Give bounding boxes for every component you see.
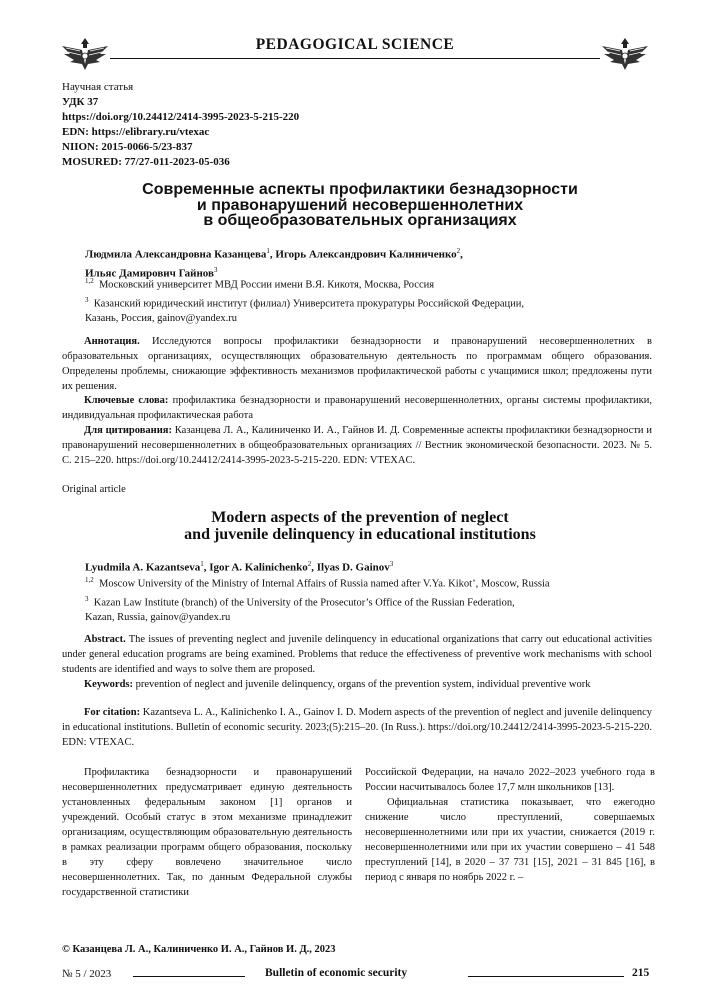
- aff-sup: 1,2: [85, 576, 94, 584]
- author-name: Игорь Александрович Калиниченко: [275, 248, 457, 261]
- citation-ru: [62, 423, 652, 468]
- keywords-ru: [62, 393, 652, 423]
- keywords-en: [62, 677, 652, 692]
- title-ru-line: Современные аспекты профилактики безнадзорности: [142, 181, 578, 198]
- affiliations-en: [85, 573, 675, 625]
- author-name: Ильяс Дамирович Гайнов: [85, 267, 214, 280]
- article-meta: [62, 80, 299, 170]
- author-sup: 3: [389, 560, 394, 568]
- footer-journal: Bulletin of economic security: [265, 967, 408, 979]
- author-sep: ,: [460, 248, 463, 261]
- abstract-text: Исследуются вопросы профилактики безнадзорности и правонарушений несовершеннолетних в образовательных организациях, осуществляющих образовательную деятельность по программам общего образования. Определены проблемы, снижающие эффективность механизмов профилактической работы с учащимися школ; предложены пути их решения.: [62, 336, 652, 392]
- affiliation: Казанский юридический институт (филиал) Университета прокуратуры Российской Федерации,: [93, 298, 525, 309]
- affiliation: Kazan Law Institute (branch) of the University of the Prosecutor’s Office of the Russian Federation,: [93, 597, 515, 608]
- affiliation: Московский университет МВД России имени В.Я. Кикотя, Москва, Россия: [99, 279, 435, 291]
- body-column-left: [62, 765, 352, 900]
- author-sup: 2: [456, 247, 461, 255]
- author-sep: ,: [311, 561, 317, 574]
- body-paragraph: Российской Федерации, на начало 2022–2023 учебного года в России насчитывалось более 17,7 млн школьников [13].: [365, 767, 655, 793]
- author-sup: 3: [213, 265, 218, 274]
- abstract-label: Аннотация.: [84, 336, 140, 347]
- aff-sup: 3: [85, 295, 89, 304]
- title-en: [80, 510, 640, 543]
- author-sup: 1: [200, 560, 204, 568]
- citation-text: Казанцева Л. А., Калиниченко И. А., Гайнов И. Д. Современные аспекты профилактики безнадзорности и правонарушений несовершеннолетних в общеобразовательных организациях // Вестник экономической безопасности. 2023. № 5. С. 215–220. https://doi.org/10.24412/2414-3995-2023-5-215-220. EDN: VTEXAC.: [62, 425, 652, 466]
- citation-label: Для цитирования:: [84, 425, 172, 436]
- aff-sup: 1,2: [85, 277, 94, 285]
- udk: УДК 37: [62, 96, 99, 108]
- aff-sup: 3: [85, 594, 89, 603]
- abstract-label: Abstract.: [84, 634, 126, 645]
- title-ru: [80, 182, 640, 229]
- affiliation: Moscow University of the Ministry of Internal Affairs of Russia named after V.Ya. Kikot’, Moscow, Russia: [99, 578, 550, 590]
- abstract-ru: [62, 334, 652, 394]
- author-sup: 1: [266, 247, 270, 255]
- author-sup: 2: [307, 560, 312, 568]
- author-name: Людмила Александровна Казанцева: [85, 248, 267, 261]
- author-name: Ilyas D. Gainov: [316, 561, 390, 574]
- body-paragraph: Профилактика безнадзорности и правонарушений несовершеннолетних предусматривает единую деятельность установленных федеральным законом [1] органов и учреждений. Особый статус в этом механизме принадлежит организациям, осуществляющим образовательную деятельность в рамках реализации программ общего образования, поскольку в эту сферу вовлечено значительное число несовершеннолетних. Так, по данным Федеральной службы государственной статистики: [62, 767, 352, 898]
- journal-section-title: PEDAGOGICAL SCIENCE: [255, 36, 455, 53]
- copyright-notice: © Казанцева Л. А., Калиниченко И. А., Гайнов И. Д., 2023: [62, 944, 336, 955]
- author-name: Lyudmila A. Kazantseva: [85, 561, 201, 574]
- article-type: Научная статья: [62, 81, 134, 93]
- author-sep: ,: [203, 561, 210, 574]
- citation-en: [62, 705, 652, 750]
- affiliations-ru: [85, 274, 675, 326]
- abstract-text: The issues of preventing neglect and juvenile delinquency in educational organizations that carry out educational activities under general education programs are being examined. Problems that reduce the effectiveness of preventive work mechanisms with school students are identified and ways to solve them are proposed.: [62, 634, 652, 675]
- citation-text: Kazantseva L. A., Kalinichenko I. A., Gainov I. D. Modern aspects of the prevention of neglect and juvenile delinquency in educational institutions. Bulletin of economic security. 2023;(5):215–20. (In Russ.). https://doi.org/10.24412/2414-3995-2023-5-215-220. EDN: VTEXAC.: [62, 707, 652, 748]
- title-ru-line: и правонарушений несовершеннолетних: [196, 196, 524, 214]
- doi-link[interactable]: https://doi.org/10.24412/2414-3995-2023-5-215-220: [62, 111, 300, 123]
- footer-rule: [133, 976, 245, 977]
- title-en-line: Modern aspects of the prevention of neglect: [211, 509, 509, 526]
- footer-issue: № 5 / 2023: [62, 968, 112, 980]
- body-column-right: [365, 765, 655, 885]
- body-paragraph: Официальная статистика показывает, что ежегодно снижение число преступлений, совершаемых несовершеннолетними или при их участии, снижается (2019 г. несовершеннолетними или при их участии совершено – 41 548 преступлений [14], в 2020 – 37 731 [15], 2021 – 31 845 [16], в период с января по ноябрь 2022 г. –: [365, 797, 655, 883]
- author-sep: ,: [269, 248, 276, 261]
- mosured-code: MOSURED: 77/27-011-2023-05-036: [62, 156, 230, 168]
- title-en-line: and juvenile delinquency in educational institutions: [184, 525, 536, 543]
- keywords-label: Ключевые слова:: [84, 395, 169, 406]
- affiliation-contact: Казань, Россия, gainov@yandex.ru: [85, 313, 238, 324]
- abstract-en: [62, 632, 652, 677]
- edn-link[interactable]: EDN: https://elibrary.ru/vtexac: [62, 126, 210, 138]
- header-rule: [110, 58, 600, 59]
- citation-label: For citation:: [84, 707, 141, 718]
- footer-rule: [468, 976, 624, 977]
- article-type-en: Original article: [62, 484, 126, 495]
- keywords-text: профилактика безнадзорности и правонарушений несовершеннолетних, органы системы профилактики, индивидуальная профилактическая работа: [62, 395, 652, 421]
- title-ru-line: в общеобразовательных организациях: [203, 212, 517, 229]
- niion-code: NIION: 2015-0066-5/23-837: [62, 141, 193, 153]
- keywords-label: Keywords:: [84, 679, 133, 690]
- footer-page-number: 215: [632, 967, 650, 979]
- affiliation-contact: Kazan, Russia, gainov@yandex.ru: [85, 612, 231, 623]
- keywords-text: prevention of neglect and juvenile delinquency, organs of the prevention system, individual preventive work: [133, 679, 591, 690]
- author-name: Igor A. Kalinichenko: [209, 561, 308, 574]
